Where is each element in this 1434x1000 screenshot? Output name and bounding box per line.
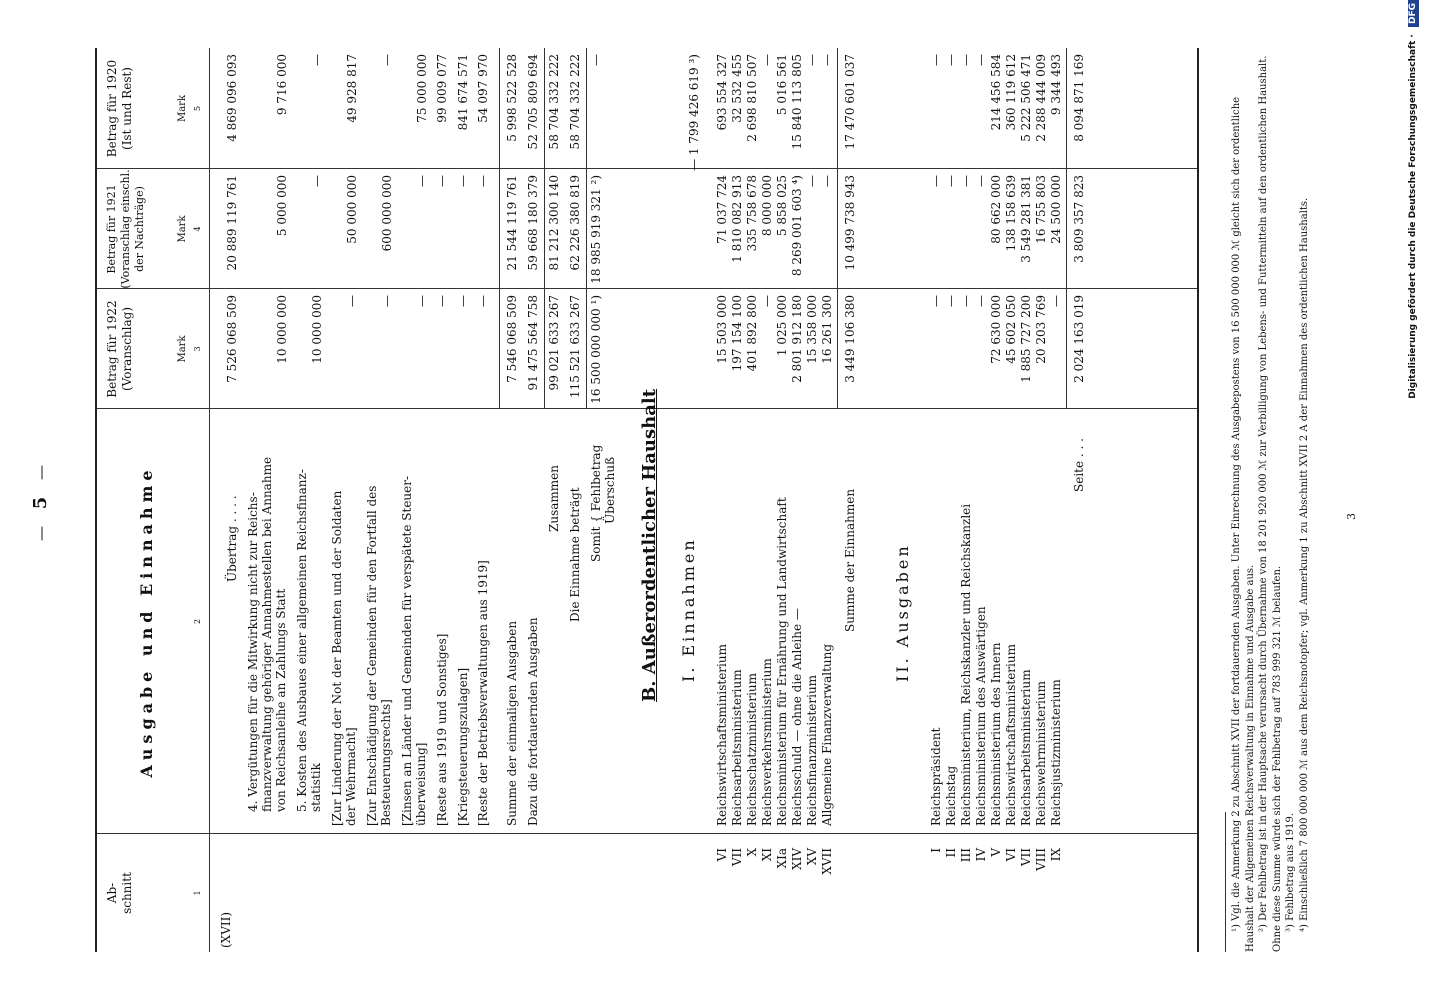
- row-label: 5. Kosten des Ausbaues einer allgemeinen Reichsfinanz- statistik: [295, 469, 324, 812]
- footnote: ³) Fehlbetrag aus 1919.: [1285, 812, 1296, 932]
- amount-v4: 62 226 380 819: [567, 175, 582, 271]
- amount-v5: 5 998 522 528: [504, 54, 519, 142]
- amount-v5: 8 094 871 169: [1071, 54, 1086, 142]
- row-abschnitt: XIV: [789, 848, 804, 870]
- amount-v4: 50 000 000: [344, 175, 359, 244]
- col-header-1922: Betrag für 1922 (Voranschlag): [105, 300, 134, 398]
- amount-v3: 1 025 000: [774, 295, 789, 357]
- row-abschnitt: VII: [729, 848, 744, 867]
- row-label: Reichsministerium des Innern: [988, 642, 1003, 826]
- amount-v4: —: [476, 175, 490, 187]
- footnote: ⁴) Einschließlich 7 800 000 000 ℳ aus dem Reichsnotopfer; vgl. Anmerkung 1 zu Abschnitt XVII 2 A der Einnahmen des ordentlichen Haushalts.: [1298, 197, 1310, 932]
- row-label: Summe der Einnahmen: [842, 488, 857, 632]
- amount-v5: 49 928 817: [344, 54, 359, 123]
- row-label: Reichswirtschaftsministerium: [714, 644, 729, 826]
- row-label: Zusammen: [546, 465, 561, 532]
- digitization-text: Digitalisierung gefördert durch die Deutsche Forschungsgemeinschaft ·: [1408, 34, 1418, 399]
- row-label: Summe der einmaligen Ausgaben: [504, 620, 519, 826]
- amount-v5: 5 016 561: [774, 54, 789, 116]
- row-abschnitt: VI: [1003, 848, 1018, 862]
- amount-v5: —: [379, 54, 394, 66]
- amount-v4: —: [943, 175, 958, 187]
- col-number-3: 3: [193, 346, 202, 352]
- amount-v3: 72 630 000: [988, 295, 1003, 364]
- page-header: — 5 —: [30, 458, 51, 542]
- bottom-page-number: 3: [1345, 513, 1358, 520]
- section-label: (XVII): [219, 911, 233, 948]
- amount-v5: 17 470 601 037: [842, 54, 857, 150]
- amount-v5: —: [928, 54, 943, 66]
- amount-v4: —: [973, 175, 988, 187]
- amount-v3: 99 021 633 267: [546, 295, 561, 391]
- row-label: Somit { Fehlbetrag Überschuß: [588, 444, 617, 562]
- row-abschnitt: VII: [1018, 848, 1033, 867]
- col-header-1920: Betrag für 1920 (Ist und Rest): [105, 59, 134, 158]
- amount-v3: 115 521 633 267: [567, 295, 582, 399]
- amount-v4: 16 755 803: [1033, 175, 1048, 244]
- row-abschnitt: V: [988, 848, 1003, 857]
- amount-v4: —: [309, 175, 324, 187]
- row-label: Reichsverkehrsministerium: [759, 658, 774, 826]
- amount-v5: 15 840 113 805: [789, 54, 804, 150]
- col-header-1921: Betrag für 1921 (Voranschlag einschl. der Nachträge): [105, 169, 146, 289]
- amount-v5: 9 716 000: [274, 54, 289, 116]
- amount-v4: 10 499 738 943: [842, 175, 857, 271]
- col-header-abschnitt: Ab- schnitt: [105, 872, 134, 914]
- row-label: [Zur Entschädigung der Gemeinden für den Fortfall des Besteuerungsrechts]: [365, 485, 394, 826]
- amount-v5: —: [588, 54, 603, 66]
- amount-v3: 1 885 727 200: [1018, 295, 1033, 383]
- col-header-ausgabe: Ausgabe und Einnahme: [137, 465, 156, 778]
- amount-v3: 3 449 106 380: [842, 295, 857, 383]
- amount-v3: 197 154 100: [729, 295, 744, 372]
- amount-v5: —: [819, 54, 834, 66]
- amount-v4: 18 985 919 321 ²): [588, 175, 603, 284]
- amount-v3: 7 526 068 509: [225, 295, 239, 383]
- row-abschnitt: IV: [973, 848, 988, 862]
- row-label: Reichswirtschaftsministerium: [1003, 644, 1018, 826]
- amount-v5: 4 869 096 093: [225, 54, 239, 142]
- amount-v4: —: [958, 175, 973, 187]
- amount-v4: 5 858 025: [774, 175, 789, 237]
- amount-v5: —: [943, 54, 958, 66]
- amount-v5: 5 222 506 471: [1018, 54, 1033, 142]
- amount-v5: 75 000 000: [414, 54, 429, 123]
- row-abschnitt: XV: [804, 848, 819, 866]
- amount-v3: —: [455, 295, 470, 307]
- amount-v5: —: [973, 54, 988, 66]
- amount-v4: 20 889 119 761: [225, 175, 239, 271]
- amount-v3: —: [1048, 295, 1063, 307]
- row-label: Reichsfinanzministerium: [804, 674, 819, 826]
- amount-v3: 15 503 000: [714, 295, 729, 364]
- amount-v5: —: [759, 54, 774, 66]
- row-label: [Reste der Betriebsverwaltungen aus 1919]: [476, 560, 490, 826]
- amount-v4: —: [804, 175, 819, 187]
- row-label: Die Einnahme beträgt: [567, 487, 582, 622]
- row-abschnitt: XVII: [819, 848, 834, 875]
- amount-v4: —: [414, 175, 429, 187]
- row-label: Reichswehrministerium: [1033, 681, 1048, 826]
- amount-v3: 45 602 050: [1003, 295, 1018, 364]
- footnote: ¹) Vgl. die Anmerkung 2 zu Abschnitt XVII der fortdauernden Ausgaben. Unter Einrechnung des Ausgabepostens von 16 500 000 000 ℳ gleicht sich der ordentliche Haushalt der Allgemeinen Reichsverwaltung in Einnahme und Ausgabe aus.: [1231, 96, 1256, 952]
- amount-v3: —: [344, 295, 359, 307]
- amount-v4: 59 668 180 379: [525, 175, 540, 271]
- amount-v3: 20 203 769: [1033, 295, 1048, 364]
- amount-v5: 54 097 970: [476, 54, 490, 123]
- row-label: [Reste aus 1919 und Sonstiges]: [435, 633, 449, 826]
- amount-v4: 71 037 724: [714, 175, 729, 244]
- row-label: [Zur Linderung der Not der Beamten und der Soldaten der Wehrmacht]: [330, 490, 359, 826]
- row-label: Reichsjustizministerium: [1048, 679, 1063, 826]
- row-label: Übertrag . . . .: [225, 495, 239, 582]
- amount-v4: 8 000 000: [759, 175, 774, 237]
- einnahmen-title: I. Einnahmen: [678, 537, 698, 682]
- row-label: Seite . . .: [1071, 438, 1086, 492]
- amount-v4: 5 000 000: [274, 175, 289, 237]
- row-label: [Kriegsteuerungszulagen]: [455, 667, 470, 826]
- ausgaben-title: II. Ausgaben: [892, 543, 912, 682]
- amount-v3: —: [414, 295, 429, 307]
- row-label: Reichsministerium des Auswärtigen: [973, 606, 988, 826]
- amount-v4: 138 158 639: [1003, 175, 1018, 252]
- amount-v5: 841 674 571: [455, 54, 470, 131]
- row-abschnitt: II: [943, 848, 958, 858]
- row-abschnitt: VIII: [1033, 848, 1048, 871]
- col-number-2: 2: [193, 618, 202, 625]
- amount-v4: 21 544 119 761: [504, 175, 519, 271]
- row-abschnitt: X: [744, 848, 759, 857]
- row-label: Reichsarbeitsministerium: [1018, 669, 1033, 826]
- col-number-5: 5: [193, 105, 202, 112]
- amount-v3: 10 000 000: [309, 295, 324, 364]
- amount-v3: 401 892 800: [744, 295, 759, 372]
- amount-v4: 80 662 000: [988, 175, 1003, 244]
- amount-v3: —: [379, 295, 394, 307]
- amount-v4: 600 000 000: [379, 175, 394, 252]
- col-number-4: 4: [193, 226, 202, 232]
- footnotes: [1230, 48, 1311, 952]
- amount-v3: 2 801 912 180: [789, 295, 804, 383]
- amount-v5: 2 698 810 507: [744, 54, 759, 142]
- amount-v4: 81 212 300 140: [546, 175, 561, 271]
- amount-v4: 1 810 082 913: [729, 175, 744, 263]
- amount-v4: —: [435, 175, 449, 187]
- amount-v3: —: [476, 295, 490, 307]
- footnote: ²) Der Fehlbetrag ist in der Hauptsache verursacht durch Übernahme von 18 201 920 000 ℳ zur Verbilligung von Lebens- und Futtermitteln auf den ordentlichen Haushalt. Ohne diese Summe würde sich der Fehlbetrag auf 783 999 321 ℳ belaufen.: [1258, 55, 1283, 952]
- amount-v4: 335 758 678: [744, 175, 759, 252]
- amount-v5: 32 532 455: [729, 54, 744, 123]
- amount-v3: 15 358 000: [804, 295, 819, 364]
- amount-v3: 2 024 163 019: [1071, 295, 1086, 383]
- amount-v5: 693 554 327: [714, 54, 729, 131]
- amount-v4: —: [455, 175, 470, 187]
- unit-label-1922: Mark: [177, 335, 188, 363]
- page-number: 5: [30, 490, 51, 510]
- amount-v5: 214 456 584: [988, 54, 1003, 131]
- amount-v3: 16 500 000 000 ¹): [588, 295, 603, 404]
- amount-v4: 24 500 000: [1048, 175, 1063, 244]
- row-label: Reichstag: [943, 765, 958, 826]
- unit-label-1921: Mark: [177, 215, 188, 243]
- row-label: Reichsarbeitsministerium: [729, 669, 744, 826]
- amount-v3: —: [928, 295, 943, 307]
- amount-v5: 52 705 809 694: [525, 54, 540, 150]
- amount-v3: —: [958, 295, 973, 307]
- amount-v5: —: [958, 54, 973, 66]
- amount-v4: —: [819, 175, 834, 187]
- amount-v5: 360 119 612: [1003, 54, 1018, 131]
- amount-v3: —: [435, 295, 449, 307]
- row-label: Reichsschatzministerium: [744, 672, 759, 826]
- row-abschnitt: XIa: [774, 848, 789, 869]
- row-label: 4. Vergütungen für die Mitwirkung nicht zur Reichs- finanzverwaltung gehöriger Annahmestellen bei Annahme von Reichsanleihe an Zahlungs Statt: [245, 456, 289, 812]
- amount-v5: 9 344 493: [1048, 54, 1063, 116]
- amount-v5: 2 288 444 009: [1033, 54, 1048, 142]
- amount-v5: —: [804, 54, 819, 66]
- row-label: Dazu die fortdauernden Ausgaben: [525, 617, 540, 826]
- amount-v3: 7 546 068 509: [504, 295, 519, 383]
- row-label: Reichspräsident: [928, 727, 943, 826]
- budget-table: [95, 48, 1199, 952]
- row-label: Reichsministerium, Reichskanzler und Reichskanzlei: [958, 503, 973, 826]
- dfg-logo: DFG: [1408, 0, 1419, 27]
- row-label: Reichsschuld — ohne die Anleihe —: [789, 608, 804, 826]
- amount-v3: 91 475 564 758: [525, 295, 540, 391]
- amount-v3: —: [759, 295, 774, 307]
- digitization-notice: [1408, 0, 1419, 1000]
- row-label: Reichsministerium für Ernährung und Landwirtschaft: [774, 497, 789, 826]
- amount-v5: 99 009 077: [435, 54, 449, 123]
- amount-v3: 16 261 300: [819, 295, 834, 364]
- amount-v4: 3 549 281 381: [1018, 175, 1033, 263]
- amount-v5: 58 704 332 222: [567, 54, 582, 150]
- amount-v3: —: [943, 295, 958, 307]
- amount-v4: 3 809 357 823: [1071, 175, 1086, 263]
- row-abschnitt: XI: [759, 848, 774, 862]
- col-number-1: 1: [193, 890, 202, 896]
- row-label: [Zinsen an Länder und Gemeinden für verspätete Steuer- überweisung]: [400, 475, 429, 826]
- row-abschnitt: VI: [714, 848, 729, 862]
- row-abschnitt: IX: [1048, 848, 1063, 862]
- row-abschnitt: I: [928, 848, 943, 853]
- row-abschnitt: III: [958, 848, 973, 863]
- amount-v5: —: [309, 54, 324, 66]
- amount-v5: — 1 799 426 619 ³): [686, 54, 701, 171]
- row-label: Allgemeine Finanzverwaltung: [819, 643, 834, 826]
- section-b-title: B. Außerordentlicher Haushalt: [638, 388, 660, 702]
- amount-v4: 8 269 001 603 ⁴): [789, 175, 804, 277]
- amount-v3: —: [973, 295, 988, 307]
- amount-v4: —: [928, 175, 943, 187]
- unit-label-1920: Mark: [177, 94, 188, 123]
- amount-v5: 58 704 332 222: [546, 54, 561, 150]
- amount-v3: 10 000 000: [274, 295, 289, 364]
